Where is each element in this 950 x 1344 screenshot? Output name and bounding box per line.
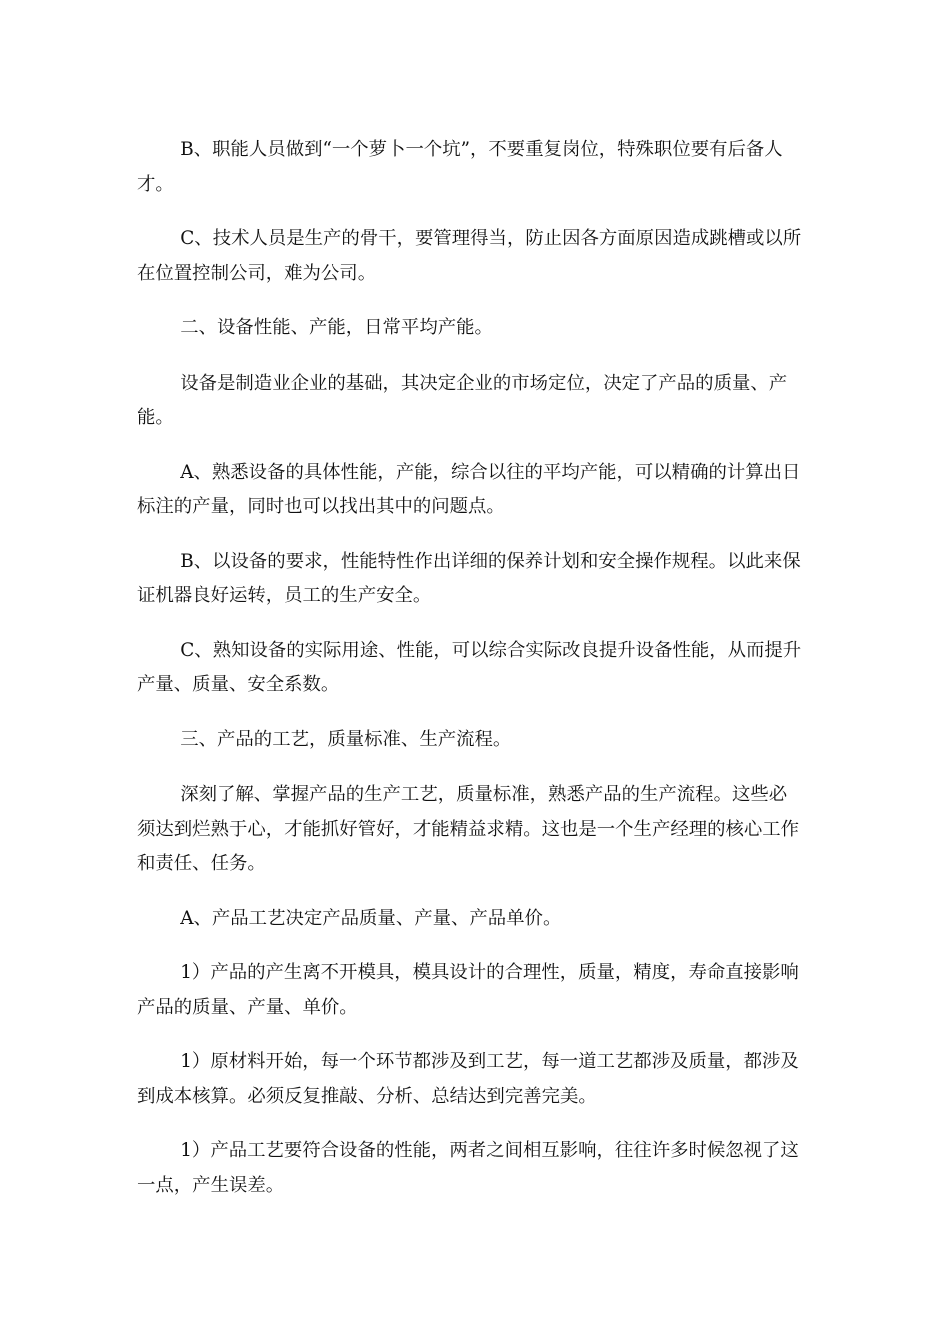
paragraph-equipment-basis: 设备是制造业企业的基础，其决定企业的市场定位，决定了产品的质量、产能。 — [137, 372, 788, 428]
paragraph-mold-design: 1）产品的产生离不开模具，模具设计的合理性，质量，精度，寿命直接影响产品的质量、产量、单价。 — [137, 962, 799, 1018]
document-body — [137, 133, 805, 1203]
paragraph-process-mastery: 深刻了解、掌握产品的生产工艺，质量标准，熟悉产品的生产流程。这些必须达到烂熟于心，才能抓好管好，才能精益求精。这也是一个生产经理的核心工作和责任、任务。 — [137, 784, 800, 874]
section-heading-equipment: 二、设备性能、产能，日常平均产能。 — [180, 317, 493, 338]
paragraph-backup-talent: B、职能人员做到“一个萝卜一个坑”，不要重复岗位，特殊职位要有后备人才。 — [137, 139, 783, 195]
paragraph-technical-staff: C、技术人员是生产的骨干，要管理得当，防止因各方面原因造成跳槽或以所在位置控制公司，难为公司。 — [137, 228, 802, 284]
paragraph-raw-materials: 1）原材料开始，每一个环节都涉及到工艺，每一道工艺都涉及质量，都涉及到成本核算。必须反复推敲、分析、总结达到完善完美。 — [137, 1051, 799, 1107]
paragraph-equipment-performance: A、熟悉设备的具体性能，产能，综合以往的平均产能，可以精确的计算出日标注的产量，同时也可以找出其中的问题点。 — [137, 461, 801, 517]
paragraph-process-determines: A、产品工艺决定产品质量、产量、产品单价。 — [180, 907, 562, 929]
paragraph-equipment-improvement: C、熟知设备的实际用途、性能，可以综合实际改良提升设备性能，从而提升产量、质量、安全系数。 — [137, 639, 802, 695]
paragraph-process-equipment-fit: 1）产品工艺要符合设备的性能，两者之间相互影响，往往许多时候忽视了这一点，产生误差。 — [137, 1140, 799, 1196]
paragraph-maintenance-plan: B、以设备的要求，性能特性作出详细的保养计划和安全操作规程。以此来保证机器良好运转，员工的生产安全。 — [137, 550, 801, 606]
section-heading-process: 三、产品的工艺，质量标准、生产流程。 — [180, 728, 512, 750]
